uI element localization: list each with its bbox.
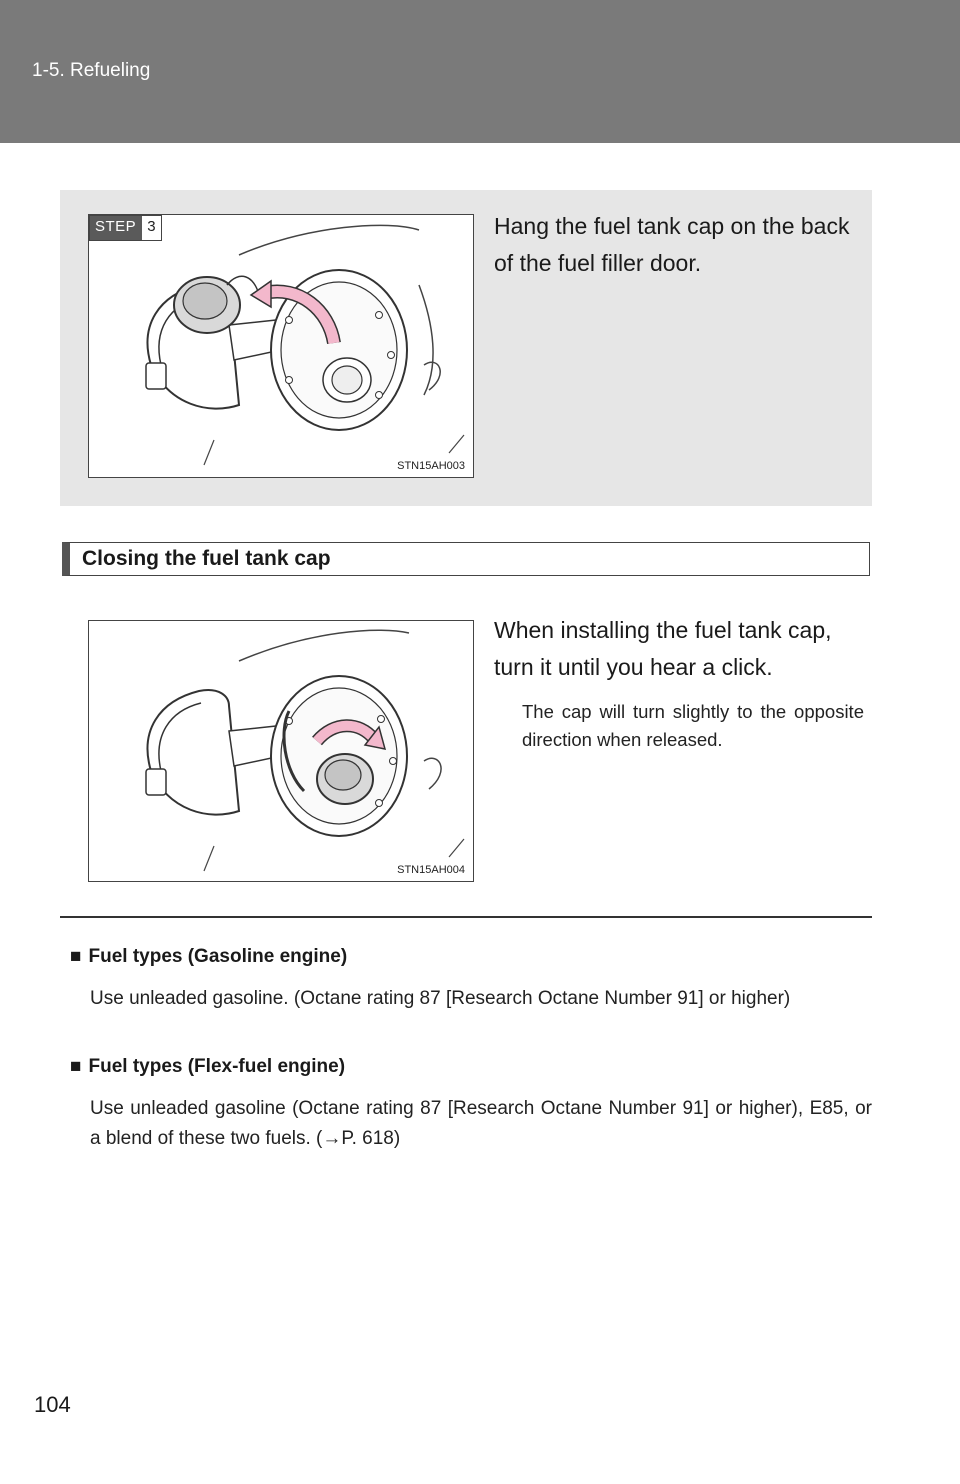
fuel-door-cap-installing-drawing [89,621,473,881]
note-title [70,946,347,968]
note-body: Use unleaded gasoline. (Octane rating 87 [Research Octane Number 91] or higher) [90,988,791,1009]
section-label: 1-5. Refueling [32,60,151,81]
step-badge-number: 3 [142,216,160,240]
section-heading: Closing the fuel tank cap [62,542,870,576]
square-bullet-icon: ■ [70,1056,82,1077]
step-instruction: Hang the fuel tank cap on the back of the fuel filler door. [494,213,850,276]
illustration-hang-cap [88,214,474,478]
note-title [70,1056,345,1078]
fuel-door-cap-hanging-drawing [89,215,473,477]
page-number: 104 [34,1392,71,1417]
page-header [0,0,960,143]
illustration-close-cap [88,620,474,882]
step-badge-word: STEP [90,216,142,240]
image-code: STN15AH003 [397,460,465,472]
step-badge [89,215,162,241]
note-body: Use unleaded gasoline (Octane rating 87 [Research Octane Number 91] or higher), E85, or a blend of these two fuels. (→P. 618) [90,1098,872,1149]
note-title-text: Fuel types (Flex-fuel engine) [88,1056,346,1077]
closing-instruction: When installing the fuel tank cap, turn it until you hear a click. [494,617,832,680]
divider [60,916,872,918]
image-code: STN15AH004 [397,864,465,876]
note-title-text: Fuel types (Gasoline engine) [88,946,348,967]
square-bullet-icon: ■ [70,946,82,967]
closing-subtext: The cap will turn slightly to the opposite direction when released. [522,701,864,750]
